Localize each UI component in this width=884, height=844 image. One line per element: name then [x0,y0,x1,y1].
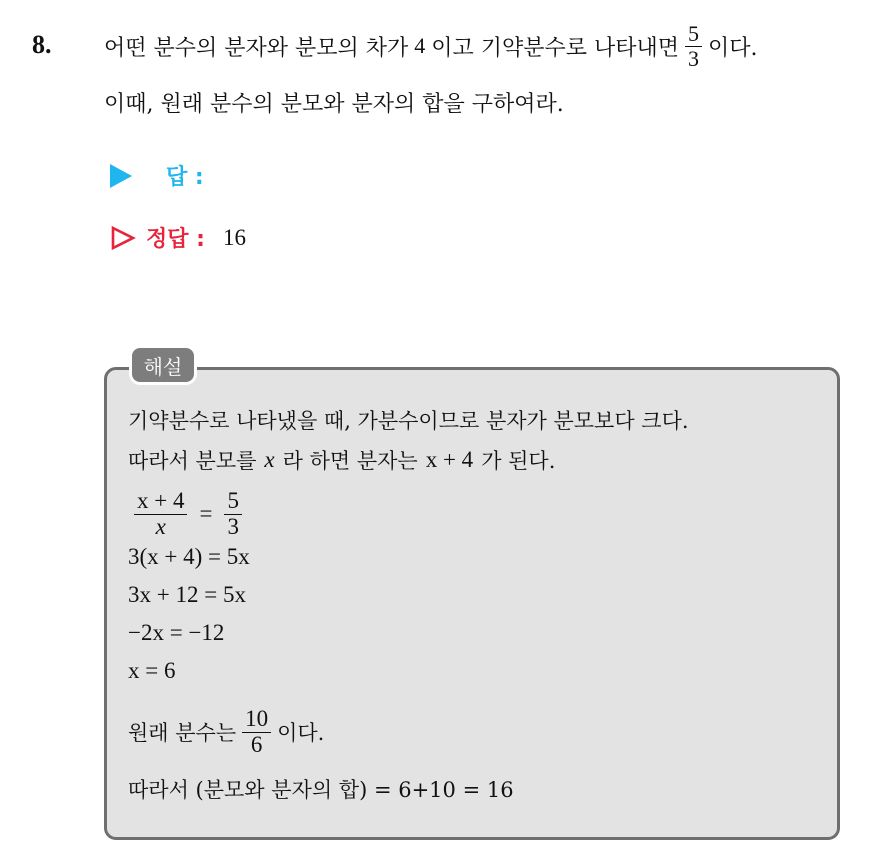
problem-text-c: 이다. [708,35,758,61]
solution-tag: 해설 [129,345,197,385]
solution-line-2-a: 따라서 분모를 [128,449,257,473]
solution-equation-2: 3(x + 4) = 5x [128,544,250,569]
solution-line-8-b: 이다. [277,721,325,745]
solution-line-8-a: 원래 분수는 [128,721,237,745]
original-fraction [242,707,271,756]
problem-diff: 4 [414,33,426,58]
answer-label: 답 : [166,165,204,190]
solution-line-2 [128,442,555,478]
play-triangle-filled-icon [110,164,132,188]
solution-line-2-expr: x + 4 [425,447,474,472]
answer-row[interactable] [110,160,204,191]
solution-line-2-c: 가 된다. [481,449,556,473]
original-fraction-denominator: 6 [250,731,263,757]
problem-line-1 [104,22,758,70]
solution-line-8 [128,700,324,764]
solution-line-2-var: x [264,447,275,472]
problem-text-b: 이고 기약분수로 나타내면 [431,35,680,61]
solution-equation-4: −2x = −12 [128,620,225,645]
problem-fraction [685,22,702,69]
equation-1-left-fraction [134,489,187,538]
problem-number: 8. [32,30,52,59]
correct-answer-label: 정답 : [146,227,205,252]
correct-answer-value: 16 [222,224,246,250]
equation-1-left-numerator: x + 4 [134,489,187,514]
equation-1-right-numerator: 5 [224,489,242,514]
problem-text-a: 어떤 분수의 분자와 분모의 차가 [104,35,409,61]
equation-1-left-denominator: x [155,513,166,539]
correct-answer-row [110,222,246,253]
equation-1-right-fraction [224,489,242,538]
problem-fraction-numerator: 5 [685,22,702,46]
solution-line-1: 기약분수로 나타냈을 때, 가분수이므로 분자가 분모보다 크다. [128,409,689,433]
problem-fraction-denominator: 3 [688,45,700,71]
original-fraction-numerator: 10 [242,707,271,732]
problem-line-2: 이때, 원래 분수의 분모와 분자의 합을 구하여라. [104,91,564,117]
solution-equation-1 [128,484,248,544]
play-triangle-outline-icon [110,225,136,251]
solution-equation-5: x = 6 [128,658,176,683]
solution-line-2-b: 라 하면 분자는 [282,449,418,473]
solution-line-9: 따라서 (분모와 분자의 합) = 6+10 = 16 [128,778,514,802]
solution-equation-3: 3x + 12 = 5x [128,582,246,607]
equation-1-right-denominator: 3 [227,513,239,539]
equation-1-equals: = [199,501,213,526]
